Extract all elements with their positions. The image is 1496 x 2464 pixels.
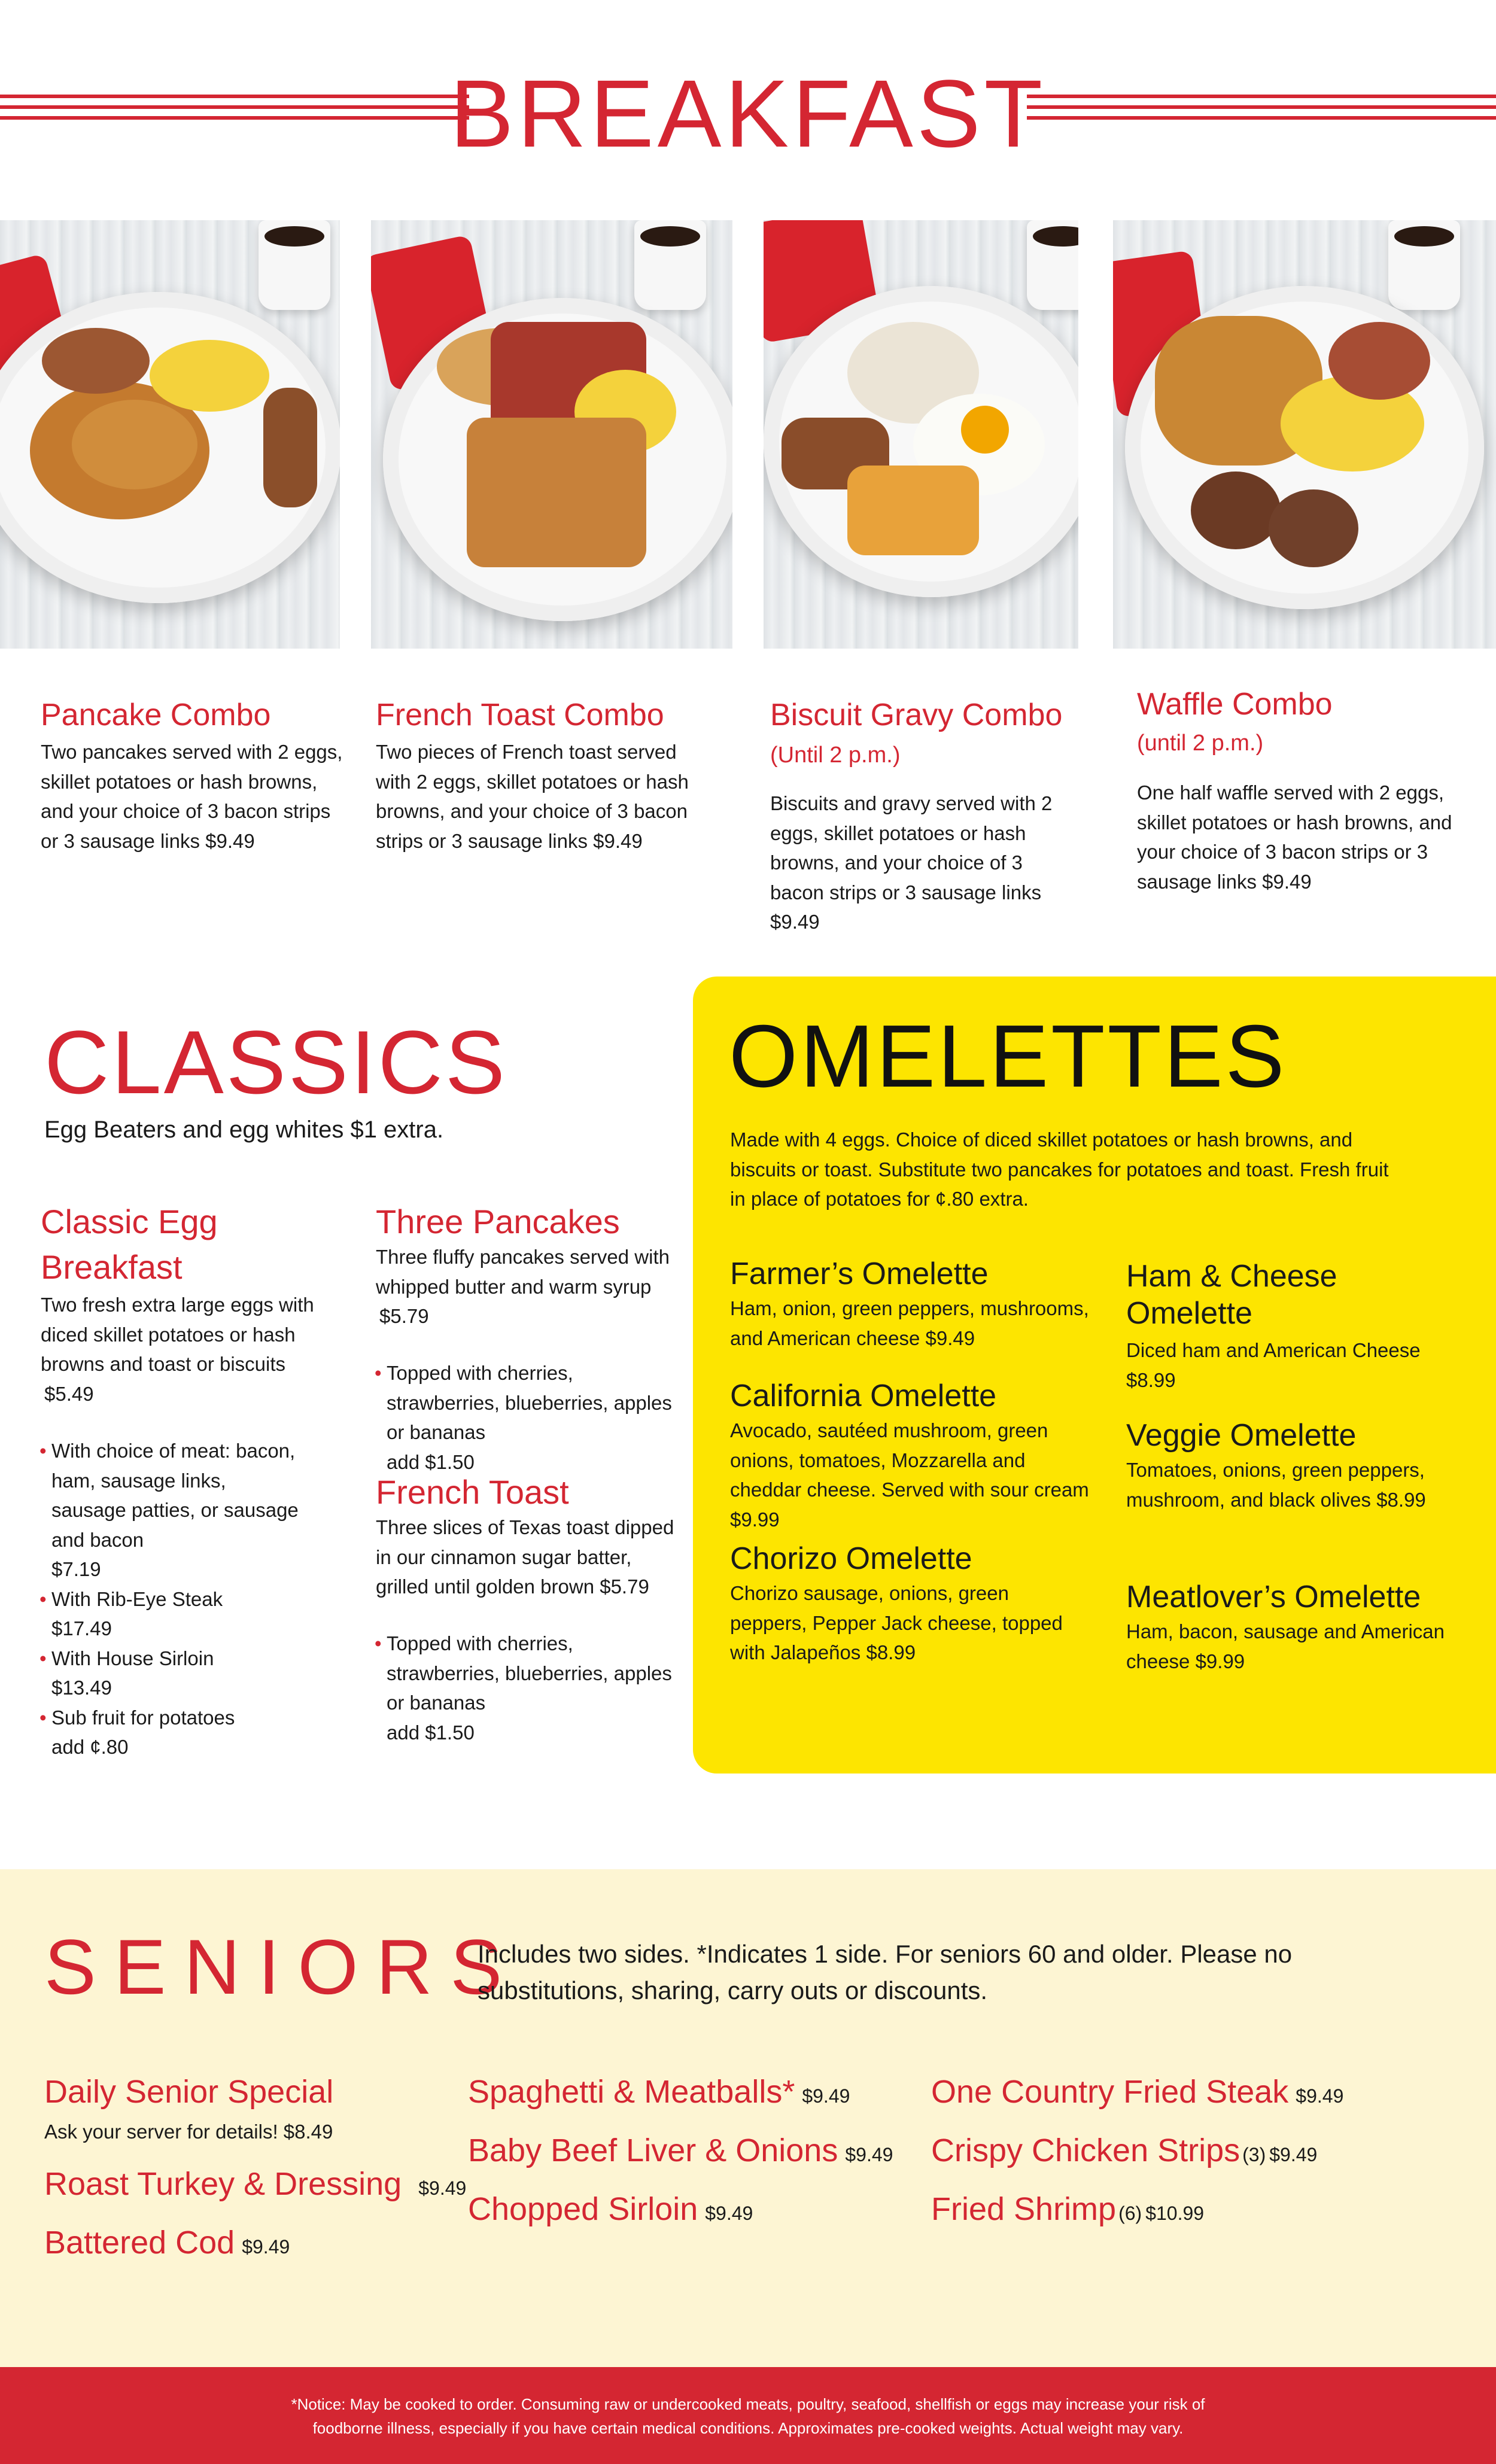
french-toast-title: French Toast [376,1473,569,1511]
omelettes-intro: Made with 4 eggs. Choice of diced skillet potatoes or hash browns, and biscuits or toast. Substitute two pancakes for potatoes and toast. Fresh fruit in place of potatoes for ¢.80 extra. [730,1128,1389,1210]
senior-item-battered-cod: Battered Cod $9.49 [44,2225,290,2261]
veggie-omelette-title: Veggie Omelette [1126,1418,1357,1453]
list-item: • With House Sirloin $13.49 [39,1644,303,1703]
french-toast-combo-desc: Two pieces of French toast served with 2 eggs, skillet potatoes or hash browns, and your choice of 3 bacon strips or 3 sausage links $9.49 [376,741,689,852]
meatlovers-omelette-title: Meatlover’s Omelette [1126,1580,1421,1614]
french-toast-topping [375,1629,686,1747]
french-toast-combo-photo [371,220,732,649]
list-item: • Sub fruit for potatoes add ¢.80 [39,1703,303,1762]
biscuit-gravy-combo-title: Biscuit Gravy Combo [770,698,1063,732]
pancake-combo-desc: Two pancakes served with 2 eggs, skillet potatoes or hash browns, and your choice of 3 bacon strips or 3 sausage links $9.49 [41,741,343,852]
daily-senior-special-title: Daily Senior Special [44,2074,334,2110]
chorizo-omelette-title: Chorizo Omelette [730,1541,972,1576]
classic-egg-desc-text: Two fresh extra large eggs with diced skillet potatoes or hash browns and toast or biscuits [41,1294,314,1375]
pancake-combo-photo [0,220,340,649]
list-item: • With Rib-Eye Steak $17.49 [39,1584,303,1644]
footer-notice-bar [0,2367,1496,2464]
chorizo-omelette-desc: Chorizo sausage, onions, green peppers, Pepper Jack cheese, topped with Jalapeños $8.99 [730,1582,1063,1663]
senior-item-chopped-sirloin: Chopped Sirloin $9.49 [468,2191,753,2227]
biscuit-gravy-combo-availability: (Until 2 p.m.) [770,743,901,768]
farmers-omelette-title: Farmer’s Omelette [730,1257,989,1291]
list-item: • With choice of meat: bacon, ham, sausage links, sausage patties, or sausage and bacon $7.19 [39,1436,303,1584]
french-toast-desc: Three slices of Texas toast dipped in our cinnamon sugar batter, grilled until golden brown $5.79 [376,1516,674,1598]
senior-item-fried-shrimp: Fried Shrimp (6) $10.99 [931,2191,1205,2227]
classics-note: Egg Beaters and egg whites $1 extra. [44,1117,444,1143]
ham-cheese-omelette-title: Ham & Cheese Omelette [1126,1259,1337,1331]
three-pancakes-title: Three Pancakes [376,1203,620,1240]
three-pancakes-topping [375,1358,686,1477]
ham-cheese-omelette-desc: Diced ham and American Cheese $8.99 [1126,1339,1421,1391]
pancake-combo-title: Pancake Combo [41,698,271,732]
three-pancakes-price: $5.79 [379,1305,429,1327]
senior-item-country-fried-steak: One Country Fried Steak $9.49 [931,2074,1344,2110]
meatlovers-omelette-desc: Ham, bacon, sausage and American cheese $9.99 [1126,1620,1445,1672]
classics-title: CLASSICS [44,1012,507,1112]
waffle-combo-desc: One half waffle served with 2 eggs, skillet potatoes or hash browns, and your choice of 3 bacon strips or 3 sausage links $9.49 [1137,781,1452,893]
biscuit-gravy-combo-desc: Biscuits and gravy served with 2 eggs, skillet potatoes or hash browns, and your choice of 3 bacon strips or 3 sausage links $9.49 [770,792,1053,933]
french-toast-combo-title: French Toast Combo [376,698,664,732]
three-pancakes-desc: Three fluffy pancakes served with whipped butter and warm syrup $5.79 [376,1246,670,1327]
farmers-omelette-desc: Ham, onion, green peppers, mushrooms, and American cheese $9.49 [730,1297,1089,1349]
california-omelette-title: California Omelette [730,1379,997,1413]
senior-item-spaghetti: Spaghetti & Meatballs* $9.49 [468,2074,850,2110]
seniors-note: Includes two sides. *Indicates 1 side. For seniors 60 and older. Please no substitutions, sharing, carry outs or discounts. [478,1940,1293,2004]
daily-senior-special-sub: Ask your server for details! $8.49 [44,2121,333,2143]
senior-item-roast-turkey: Roast Turkey & Dressing $9.49 [44,2166,467,2202]
list-item: • Topped with cherries, strawberries, blueberries, apples or bananas add $1.50 [375,1629,686,1747]
omelettes-title: OMELETTES [729,1007,1287,1106]
footer-notice: *Notice: May be cooked to order. Consuming raw or undercooked meats, poultry, seafood, shellfish or eggs may increase your risk of foodborne illness, especially if you have certain medical conditions. Approximates pre-cooked weights. Actual weight may vary. [291,2395,1205,2438]
classic-egg-desc [41,1290,322,1409]
senior-item-beef-liver: Baby Beef Liver & Onions $9.49 [468,2133,893,2168]
waffle-combo-title: Waffle Combo [1137,687,1333,722]
list-item: • Topped with cherries, strawberries, blueberries, apples or bananas add $1.50 [375,1358,686,1477]
seniors-title: SENIORS [44,1923,521,2010]
classic-egg-title-line2: Breakfast [41,1248,183,1286]
classic-egg-price: $5.49 [44,1382,94,1405]
senior-item-chicken-strips: Crispy Chicken Strips (3) $9.49 [931,2133,1318,2168]
california-omelette-desc: Avocado, sautéed mushroom, green onions, tomatoes, Mozzarella and cheddar cheese. Served with sour cream $9.99 [730,1419,1089,1531]
classic-egg-options [39,1436,303,1762]
breakfast-title: BREAKFAST [449,60,1047,167]
veggie-omelette-desc: Tomatoes, onions, green peppers, mushroom, and black olives $8.99 [1126,1459,1426,1511]
waffle-combo-photo [1113,220,1496,649]
classic-egg-title-line1: Classic Egg [41,1203,218,1240]
biscuit-gravy-combo-photo [764,220,1078,649]
waffle-combo-availability: (until 2 p.m.) [1137,731,1264,756]
